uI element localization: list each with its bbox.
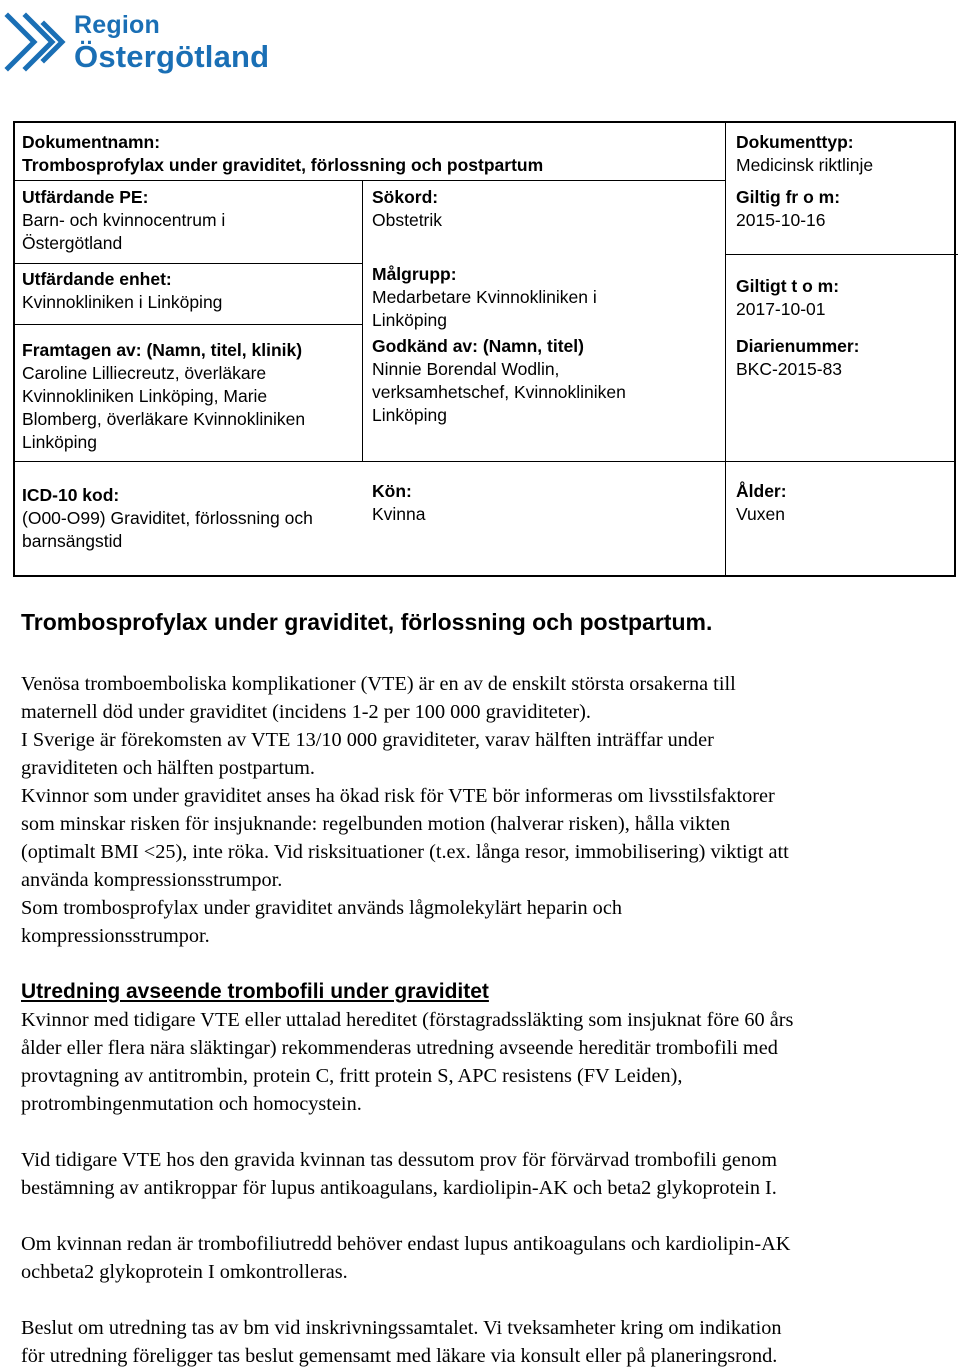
- paragraph: [21, 1314, 946, 1370]
- keyword-label: Sökord:: [372, 187, 439, 207]
- icd-code-value: (O00-O99) Graviditet, förlossning och: [22, 508, 313, 528]
- document-metadata-table: [13, 121, 956, 577]
- text-line: protrombingenmutation och homocystein.: [21, 1093, 362, 1115]
- text-line: för utredning föreligger tas beslut gemensamt med läkare via konsult eller på planeringsrond.: [21, 1345, 778, 1367]
- section-heading: Utredning avseende trombofili under graviditet: [21, 980, 489, 1003]
- icd-code-label: ICD-10 kod:: [22, 485, 120, 505]
- text-line: bestämning av antikroppar för lupus antikoagulans, kardiolipin-AK och beta2 glykoprotein I.: [21, 1177, 777, 1199]
- text-line: Venösa tromboemboliska komplikationer (VTE) är en av de enskilt största orsakerna till: [21, 673, 736, 695]
- divider: [15, 461, 956, 462]
- approved-by-line: Linköping: [372, 405, 447, 425]
- text-line: Som trombosprofylax under graviditet används lågmolekylärt heparin och: [21, 897, 622, 919]
- paragraph: [21, 1146, 946, 1202]
- target-group-label: Målgrupp:: [372, 264, 457, 284]
- doc-type-value: Medicinsk riktlinje: [736, 155, 874, 175]
- text-line: provtagning av antitrombin, protein C, fritt protein S, APC resistens (FV Leiden),: [21, 1065, 683, 1087]
- region-ostergotland-emblem-icon: [0, 6, 70, 78]
- valid-from-label: Giltig fr o m:: [736, 187, 841, 207]
- paragraph: [21, 1230, 946, 1286]
- age-label: Ålder:: [736, 481, 787, 501]
- issuing-pe-value: Barn- och kvinnocentrum i: [22, 210, 226, 230]
- region-logo: [0, 6, 269, 78]
- text-line: (optimalt BMI <25), inte röka. Vid risksituationer (t.ex. långa resor, immobilisering) viktigt att: [21, 841, 789, 863]
- doc-type-label: Dokumenttyp:: [736, 132, 854, 152]
- age-value: Vuxen: [736, 504, 785, 524]
- text-line: maternell död under graviditet (incidens 1-2 per 100 000 graviditeter).: [21, 701, 591, 723]
- text-line: Beslut om utredning tas av bm vid inskrivningssamtalet. Vi tveksamheter kring om indikation: [21, 1317, 782, 1339]
- text-line: graviditeten och hälften postpartum.: [21, 757, 315, 779]
- target-group-value: Medarbetare Kvinnokliniken i: [372, 287, 597, 307]
- divider: [15, 263, 362, 264]
- sex-value: Kvinna: [372, 504, 426, 524]
- divider: [362, 180, 363, 461]
- divider: [15, 324, 362, 325]
- text-line: Vid tidigare VTE hos den gravida kvinnan tas dessutom prov för förvärvad trombofili genom: [21, 1149, 777, 1171]
- doc-name-value: Trombosprofylax under graviditet, förlossning och postpartum: [22, 155, 544, 175]
- prepared-by-line: Caroline Lilliecreutz, överläkare: [22, 363, 267, 383]
- issuing-pe-value: Östergötland: [22, 233, 123, 253]
- text-line: som minskar risken för insjuknande: regelbunden motion (halverar risken), hålla vikten: [21, 813, 731, 835]
- logo-name-text: Östergötland: [74, 39, 270, 74]
- intro-section: [21, 670, 946, 950]
- divider: [725, 123, 726, 575]
- divider: [15, 180, 725, 181]
- text-line: ochbeta2 glykoprotein I omkontrolleras.: [21, 1261, 348, 1283]
- text-line: kompressionsstrumpor.: [21, 925, 210, 947]
- text-line: ålder eller flera nära släktingar) rekommenderas utredning avseende hereditär trombofili med: [21, 1037, 778, 1059]
- prepared-by-label: Framtagen av: (Namn, titel, klinik): [22, 340, 303, 360]
- text-line: använda kompressionsstrumpor.: [21, 869, 283, 891]
- prepared-by-line: Blomberg, överläkare Kvinnokliniken: [22, 409, 306, 429]
- valid-to-label: Giltigt t o m:: [736, 276, 840, 296]
- text-line: Kvinnor som under graviditet anses ha ökad risk för VTE bör informeras om livsstilsfaktorer: [21, 785, 775, 807]
- keyword-value: Obstetrik: [372, 210, 443, 230]
- document-body: [21, 608, 946, 1370]
- approved-by-line: verksamhetschef, Kvinnokliniken: [372, 382, 626, 402]
- sex-label: Kön:: [372, 481, 412, 501]
- text-line: Om kvinnan redan är trombofiliutredd behöver endast lupus antikoagulans och kardiolipin-AK: [21, 1233, 791, 1255]
- icd-code-value: barnsängstid: [22, 531, 123, 551]
- text-line: I Sverige är förekomsten av VTE 13/10 000 graviditeter, varav hälften inträffar under: [21, 729, 714, 751]
- logo-region-text: Region: [74, 11, 160, 39]
- prepared-by-line: Linköping: [22, 432, 97, 452]
- prepared-by-line: Kvinnokliniken Linköping, Marie: [22, 386, 268, 406]
- doc-name-label: Dokumentnamn:: [22, 132, 161, 152]
- valid-from-value: 2015-10-16: [736, 210, 826, 230]
- diary-number-value: BKC-2015-83: [736, 359, 843, 379]
- issuing-unit-label: Utfärdande enhet:: [22, 269, 172, 289]
- page-title: Trombosprofylax under graviditet, förlossning och postpartum.: [21, 609, 713, 635]
- divider: [725, 254, 958, 255]
- text-line: Kvinnor med tidigare VTE eller uttalad hereditet (förstagradssläkting som insjuknat före 60 års: [21, 1009, 794, 1031]
- valid-to-value: 2017-10-01: [736, 299, 826, 319]
- diary-number-label: Diarienummer:: [736, 336, 860, 356]
- target-group-value: Linköping: [372, 310, 447, 330]
- issuing-pe-label: Utfärdande PE:: [22, 187, 149, 207]
- approved-by-label: Godkänd av: (Namn, titel): [372, 336, 584, 356]
- approved-by-line: Ninnie Borendal Wodlin,: [372, 359, 560, 379]
- paragraph: [21, 1006, 946, 1118]
- issuing-unit-value: Kvinnokliniken i Linköping: [22, 292, 223, 312]
